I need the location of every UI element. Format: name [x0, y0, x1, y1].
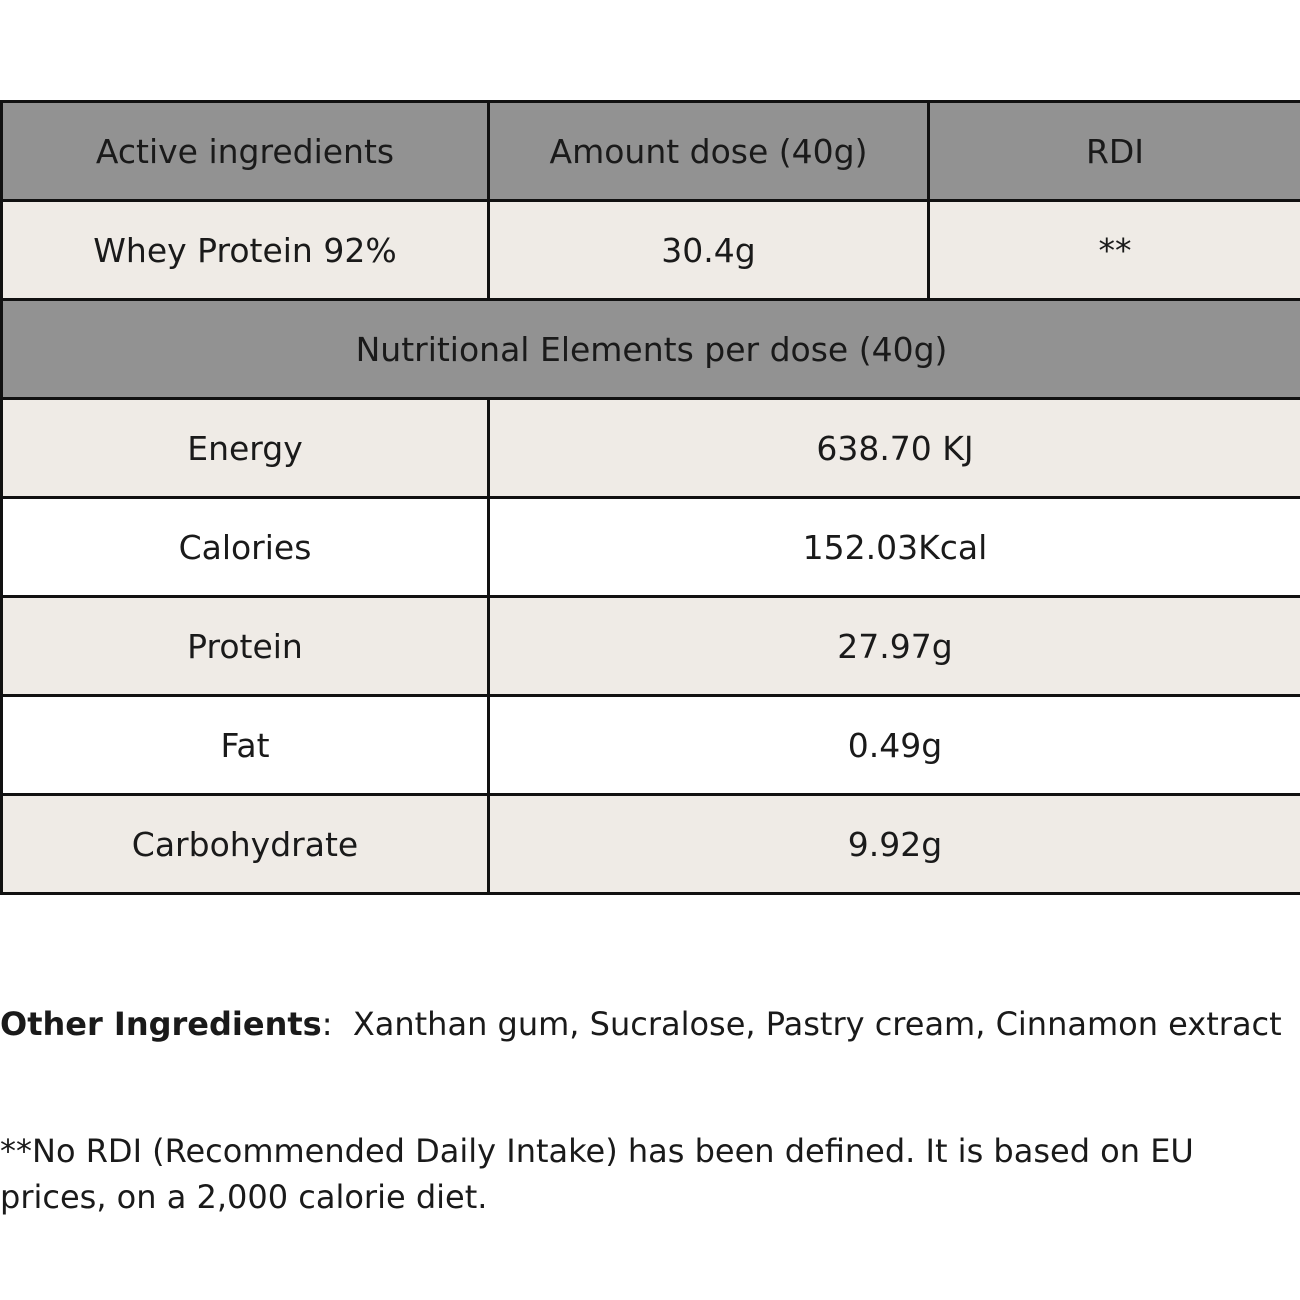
- table-row: [2, 597, 1300, 696]
- active-ingredient-amount: 30.4g: [489, 201, 929, 300]
- row-label: Fat: [2, 696, 489, 795]
- row-value: 638.70 KJ: [489, 399, 1300, 498]
- header-amount-dose: Amount dose (40g): [489, 102, 929, 201]
- nutrition-table: [0, 100, 1300, 895]
- header-active-ingredients: Active ingredients: [2, 102, 489, 201]
- table-header-row: [2, 102, 1300, 201]
- other-ingredients-text: Xanthan gum, Sucralose, Pastry cream, Cinnamon extract: [352, 1005, 1282, 1043]
- other-ingredients-colon: :: [321, 1005, 333, 1043]
- row-label: Energy: [2, 399, 489, 498]
- row-label: Carbohydrate: [2, 795, 489, 894]
- other-ingredients-label: Other Ingredients: [0, 1005, 322, 1043]
- table-row: [2, 795, 1300, 894]
- row-label: Protein: [2, 597, 489, 696]
- row-value: 152.03Kcal: [489, 498, 1300, 597]
- rdi-footnote: **No RDI (Recommended Daily Intake) has been defined. It is based on EU prices, on a 2,000 calorie diet.: [0, 1132, 1194, 1216]
- active-ingredient-rdi: **: [929, 201, 1300, 300]
- row-label: Calories: [2, 498, 489, 597]
- active-ingredient-name: Whey Protein 92%: [2, 201, 489, 300]
- row-value: 9.92g: [489, 795, 1300, 894]
- header-rdi: RDI: [929, 102, 1300, 201]
- row-value: 0.49g: [489, 696, 1300, 795]
- row-value: 27.97g: [489, 597, 1300, 696]
- table-row: [2, 399, 1300, 498]
- section-title-row: [2, 300, 1300, 399]
- table-row: [2, 696, 1300, 795]
- table-row: [2, 498, 1300, 597]
- nutrition-table-container: [0, 100, 1300, 895]
- other-ingredients: [0, 1005, 1282, 1043]
- section-title: Nutritional Elements per dose (40g): [2, 300, 1300, 399]
- active-ingredient-row: [2, 201, 1300, 300]
